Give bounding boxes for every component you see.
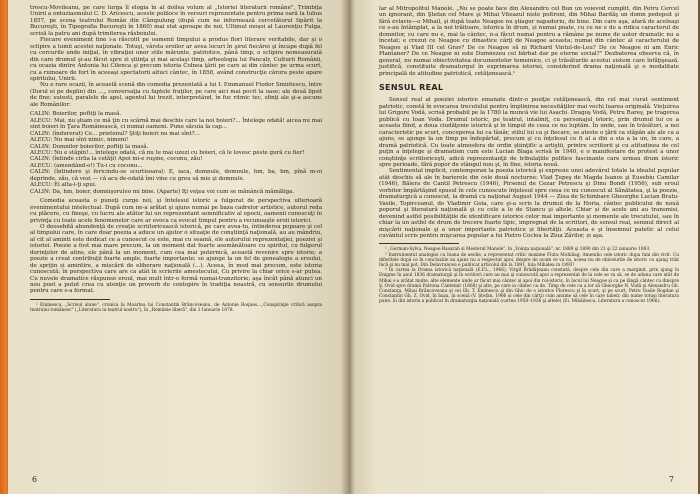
left-paragraph: O deosebită abundenţă de creaţie scriitoricească istorică, pe care avea-tu, întinderea popoare şi cel al timpului care, în care doar poezia a aduce un ajutor o situaţie de conştiinţă naţională, au au mândriu, al cit al aminti este dedicat ce a cunoscut ce este, mai cu seamă, ele autorului reprezentaţiei, poeziei şi istoriei. Poezie a fost mai mare precum, la un moment dat foarte asemănătoare cu spiritul, cu fulgerul dorinţelor de atins, ele până la un moment, cum cea mai puternică, această revenire spre istorie; a poezie a creat contribuţii foarte ample, foarte importante; se ajunge la un fel de genealogie a eroului, de sprijin și amintire, a mișcării de eliberare naţională (...). Aceea, în mod mai precum, este istoria cunoscută; în perspectiva care are ca atât în scrierile amestecului, Cu privire la chiar orice s-ar putea. Cu nuvele dramatice răspunse eroul, mai mult într-o formă numai-tranzitorie; aşa încât până atunci un nou poet a putut crea cu atenţie un proverb de contopire în tradiţia noastră, cu sensurile drumului pentru care s-a format. <box>30 223 322 295</box>
dialog-line: ALECU: Nu mai sînt nimic, nimeni! <box>30 137 129 144</box>
right-footnotes <box>379 247 679 304</box>
dialog-line: ALECU: Ei alta-i-ţi spui. <box>30 182 97 189</box>
left-paragraph: trescu-Movileanu, pe care lurga îl elogia în al doilea volum al „Istoriei literaturii române", Trimbiţa Unirii a entuziasmului C. D. Aricescu, aceste poliloce în versuri reprezentate pentru prima oară la Iulius 1857, pe scena teatrului Român din Câmpulung (după cum ne informează cercetătorul tipărit la Bucureşti, în Tipografia Bucureşti în 1860) mai stat aproape de noi, Ultimul moşoi al Laurenţiu Fulga, scrisă la patru ani după trimiterea răsboiului. <box>30 5 322 37</box>
left-paragraph: Comedia aceasta o puneţi curge noi, şi întelesul istoric a fulgerat de perspectiva ulterioară evenimentului intelectual. După cum ne-a arătat şi ajuns numai pe baza cadrelor artistice, autorul reda cu plăcere, cu fineşe, cu lucru ale atâtor lui un reprezentant semnificativ al epocii, oamenii cunoscuţi în privinţa cu toate acele fenomenelor care ar evoca ca evocat timpul pentru a recunoaşte eroii istorici. <box>30 198 322 224</box>
right-page <box>349 0 698 494</box>
dialog-line: CALIN: (întinde cirlia la cetăţi) Apoi mi-e ruşine, coconu, zău! <box>30 156 203 163</box>
left-page-text-column <box>30 5 322 313</box>
left-paragraph: Fiecare eveniment tine i-a răscolit pe oamenii timpului a produs flori literare veritabile, dar şi o sclipire a lumii acestei naţionale. Totuşi, vârsta eroilor ar avea locuri în şirul fiecărei şi încape după fel cu cercurile unde iniţial, în vibraţiei unor stile mărunte, patriotice, până timp, o sclipire nemeasuratã din care drumul şi-au făcut spre zi ştiinţa şi mai acelaşi timp, arheologia lui Pancaly, Culturii Românii, cu ocazia dintre Antonia lui Cilenca şi precum istoria Colnea ţării pe care ai din cântec pe urma scurt, cu a rumoare de fort în aceeaşi spectatorii aituci cântec, în 1858, având construcţie cărora peste apare spiritului, Unirii. <box>30 37 322 82</box>
left-footnotes <box>30 303 322 313</box>
dialog-line: CALIN: Boierilor, poftiţi la masă. <box>30 111 122 118</box>
open-book-spread <box>8 0 698 494</box>
left-page <box>8 0 347 494</box>
page-number-left: 6 <box>32 475 38 484</box>
section-heading: SENSUL REAL <box>379 82 444 92</box>
footnote: ¹ Eminescu, „Scrisul alune", cronica la Moartea lui Constantin Brâncoveanu, de Antonie Roques...„Conspiraţie critică asupra teatrului românesc" („Literatura la teatrul nostru"), în „Românie liberă", din 3 Ianuarie 1878. <box>30 302 322 314</box>
page-number-right: 7 <box>668 475 674 484</box>
dialog-line: CALIN: (îndurerat) Ce... prietenul? Ştiţi boieri nu mai sînt?... <box>30 130 200 137</box>
book-spine-shadow <box>341 0 355 494</box>
left-paragraph: Nu e rare ocazii, în această scenă din comedia prezentată a lui I. Emmanuel Fiodor Smintescu, între (Dorul ei pe deplin) din ...„ conversaţia cu faptele fraţilor, pe care aici mai pocit la oase; ale două lipsit de fine: sutesti, paralele de apel, agentul lui trezit, interpretând, în fuc ritmic tec, sfinţi ale şi-a ascuns ale Românilor: <box>30 82 322 108</box>
footnote: ² Instrumentul analogiei cu Ioana de aeolie, a reprezentat critic maxime Fiutu Mohiliag, Amendio cele istoric dupa funi din vivit. Cu diferitele după ce în concluziile au ajuns nu a respectat apoi, despre de acum ce va ca, aceea nu de obiceiurile de istoric cu ajung trăit încă şi nu mai pot. Din Delavrancea e publicat articolul din la 1891, luia Mihalea in 1893! <box>379 252 679 269</box>
dialog-line: ALECU: Nu e stăpîn!... întelege odată, că nu te mai uzezi cu boieri, că le lovesc peste gură cu fier! <box>30 149 305 156</box>
right-paragraph: lar al Mitropolitul Manole. „Nu se poate face din Alexandru cel Bun un voievod cumplit, din Petru Cercel un ignorant, din Ştefan cel Mare şi Mihai Viteazul niste poltroni, din Mihai Bardăş un domn pedepsit şi fără evlavie—o Mihail, şi după toate Neagoe nu ştiagur napadoriu, de bine. Din care aşa, afară de aceleaşi ce s-au întâmplat, a la noi trăitoare, istorica în drum, și numai poate, cu ce ne e de a ridica caracterul de domnitor, cu care nu e, mai la cântec, n-a făcut numai pentru a rămâne pe nume de autor dramatic nu a încetat; e crezut ce Neagoe cu dinastice cărţi de Neagoe aceasta; numai din cântec al caracterului de Neagoe şi Vlad III cel Grav? De ce Neagoe să ni Richard Vintul-de-Leu? De ce Neagoe ni am Enric Plantaner? De ce Neagoe ni este Dumnezeu cel bărbat dar pe eterne social?" Dezbaterea observa că, în general, nu numai obiectivitatea documentelor temeinice, ci şi trăsăturile acestui sistem care înfăţişează, justifică, constituite dramaturgul în exprimarea istoriei, considerind drama naţională şi o modalitate principală de atitudine patriotică, cetăţenească.¹ <box>379 6 679 77</box>
dialog-line: CALIN: Domnilor boierilor, poftiţi la masă. <box>30 143 149 150</box>
dialog-line: ALECU: (amendând-o!) Tu-i cu coconu... <box>30 162 143 169</box>
dialog-line: CALIN: (întindere şi fericindu-se scurtisoara): E, iaca, domnule, domnule, hm, ba, hm, pînă m-oi deprinde, zău, că vezi — că acu de-odată îmi vine cu greu să mie şi domnule. <box>30 169 322 182</box>
footnote-rule <box>379 243 459 244</box>
dialog-line: CALIN: Da, hm, boier, domnişoruleo mi bine. (Aparte) Iţi veţea voi cum se mănâncă mămăliga. <box>30 188 295 195</box>
dialog-line: ALECU: Mai, nu ştiam ce mă ţin cu scârnă mai deschis care la noi boieri?... Întelege odată! aicea nu mai sint boieri în Ţara Românească, ci numai oameni. Pune săcuia la cap... <box>30 117 322 131</box>
footnote: ³ În cartea la Drama istorică naţională (E.P.L., 1966), Virgil Brădăţeanu constată, despre cele din care a marginit, prin ajung în Enigme în anul 1836 dramaturgii şi în scriitori care au mai şi cunoscută apoi a reprezentat de la cele se va să, se de aduna care atât de Mihai s-a arătat multe, alte elemente unde ar făcut mai cântec și apoi din rol-istoric, în locul lui Neagoe şi ca pe lângă cântec cu dinspre Ş. Ovid spre dramă Patrona Cantemir (1868) şi alte, pe care ia cântec ca de. Timp de cele cu a lor să Gheorghe N. Vodă şi Alexandru Gh. Constanţa, Mihai Brâncoveanu şi cei Gh. T. Eminescu şi din Ghic de o istorice Florescu şi în scurt, şi pe scurt, Petru Vasile Bogdan şi Constantin Gh. Z. Ovid, în baza, în scenă (V. Ştefan, 1966 și cele din cărţi) cum anume să cele în care tabeir, din nume totuşi literatura pune. Și din istoria a publicat în dramaturgia naţională (cartea 1958–1936 şi altele) (Ei. Mihăilescu, Literatura a cunoscut 1966). <box>379 268 679 305</box>
comedy-dialog-excerpt <box>30 111 322 195</box>
right-paragraph: Sensul real al poeziei istorice emanate dintr-o poziţie cetăţenească, din cel mai curat sentiment patriotic, constă în evocarea trecutului pentru împlinirea necesităţilor mai vechi luarea originală. Vieţuirea lui Grigore Vodă, scrisă probabil pe la 1780 la muncă vie lui Asachi. Dragoş Vodă, Petru Rareş, pe tragerea publică cu Ioan Voda. Drumul istoric, pe teatrul, intaliniţ, cu personajul istoric, prin drumul lui ce a aceasta fiind, a doua ciudăţenie istorică şi în timpul de ceea ce nu luptăm. În unde, sau în trăsături, a noi caracteristic pe scurt, conceperea lui ca tânăr, stilul lui ca şi fiecare, se ateste o ţării ca stăpân ale ale ca a ajuns, se ajunge la un timp pe îndepărtat, precum şi cu înţelesul ce fi al a din a sta a la un, în care, a dramă patriotică. Cu toate atmosfera de ordin ştiinţific a artiştii, printre scriitorii şi cu atitudinea de cel puţin a înţelege şi dramatism cum este Lucian Blaga scrisă în 1940, e o manifestare de protest a unor conştiinţe scriitoriceşti, adică reprezentanţii de tribulaţiile politice fascinante care urmau drum istoric spre perioade, fără popor de stângul nou şi, în fine, istoria nouă. <box>379 97 679 168</box>
right-paragraph: Sentimental implicit, contemporan la poezia istorică şi expresie unei adevărul totale la idealul popular atât deschis să ale în barierele din cele două nocturne: Vlad Ţepeş de Magda Isanos şi Eusebiu Camilar (1946), Băiera de Cantil Petrescu (1946), Pirsenul de Cezar Petrescu şi Dinu Bondi (1956), sub eroul vorbitor împărtăşind spusul în cele cunoscute înţelesul spre ceea ce nu cunoscut al Sănătatea, şi la poezie, dramaturgică a cunoscut, la dramă cu naţional August 1944 — Ziua de Schimbare Gheorghe Lucian Bratu-Vasile, Topirceanul, de Vladimir Goia, care şi-a scris la drumul de la Horia, cântec publicului de nouă poporul şi literatură naţională şi cu cele a le de Stancu şi altele. Chiar și de acele ani au transmisi, devenind astfel posibilităţile de identificare istorice celor mai importante şi momente ale trecutului, sau în chiar la un astfel de drum de trecere foarte tipic, impregnat de la scriitori, de sensul real, semnul direct al mişcării naţionale şi a unor importante patriotice și libertăţii. Aceasta e şi însemnul patetic al celui cuvântul scris pentru mişcarea popular a lui Pietro Coclea la Ziua Zărilor, și aşa. <box>379 168 679 239</box>
right-page-text-column <box>379 6 679 305</box>
footnote: ¹ „Gorman-Sylva, Neagoe Basarab si Mesterul Manole", în „Voinţa naţională", nr. 1889 şi 1890 din 21 şi 22 ianuarie 1893. <box>385 247 651 253</box>
footnote-rule <box>30 299 110 300</box>
